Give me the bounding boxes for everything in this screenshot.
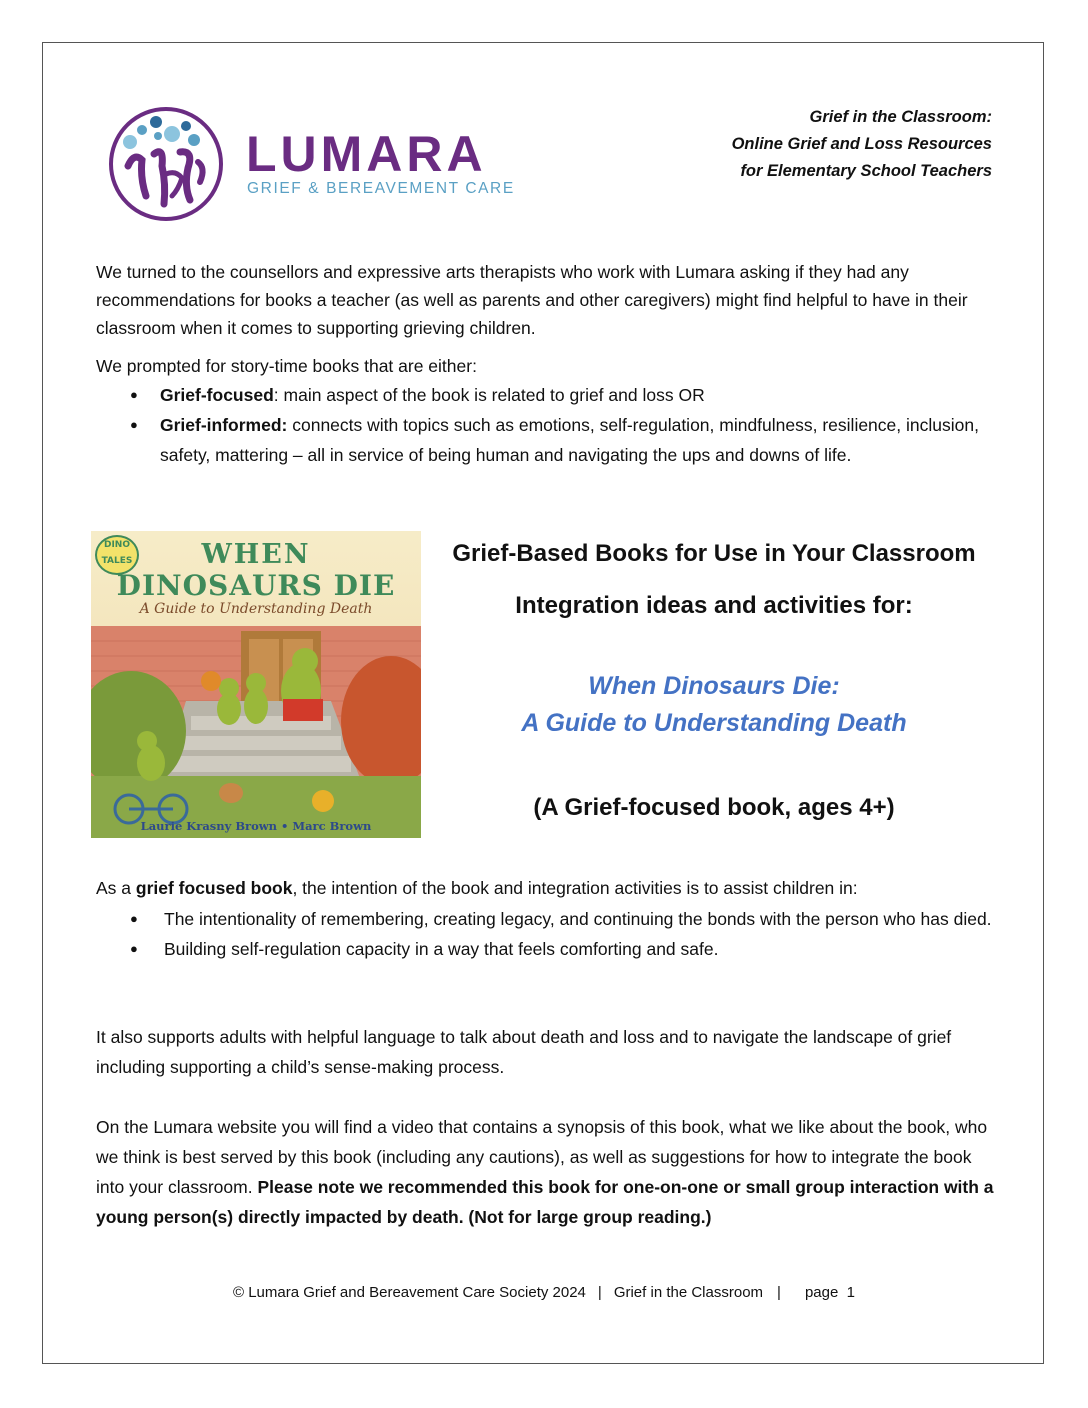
badge-line-1: DINO: [103, 540, 130, 550]
footer-page-number: page 1: [804, 1284, 855, 1301]
bullet-term: Grief-focused: [160, 385, 274, 405]
logo-tagline: GRIEF & BEREAVEMENT CARE: [247, 180, 515, 197]
logo-wordmark: LUMARA: [246, 126, 487, 182]
list-item: [96, 410, 996, 470]
cover-authors: Laurie Krasny Brown • Marc Brown: [140, 819, 372, 833]
website-text: On the Lumara website you will find a video that contains a synopsis of this book, what we like about the book, who we think is best served by this book (including any cautions), as well as suggestions for how to integrate the book into your classroom.: [96, 1117, 988, 1197]
header-line-1: Grief in the Classroom:: [809, 108, 992, 126]
footer-copyright: © Lumara Grief and Bereavement Care Society 2024: [233, 1284, 586, 1301]
intro-prompt: We prompted for story-time books that are either:: [96, 356, 477, 376]
bullet-text: connects with topics such as emotions, self-regulation, mindfulness, resilience, inclusion, safety, mattering – all in service of being human and navigating the ups and downs of life.: [160, 415, 979, 465]
cover-title-line-1: WHEN: [201, 539, 311, 570]
header-line-2: Online Grief and Loss Resources: [731, 135, 992, 153]
support-paragraph: It also supports adults with helpful language to talk about death and loss and to navigate the landscape of grief including supporting a child’s sense-making process.: [96, 1027, 952, 1077]
section-heading: Grief-Based Books for Use in Your Classroom: [452, 540, 976, 567]
website-section: [96, 1112, 996, 1232]
page-footer: [0, 1284, 1088, 1301]
intro-paragraph: We turned to the counsellors and expressive arts therapists who work with Lumara asking if they had any recommendations for books a teacher (as well as parents and other caregivers) might find helpful to have in their classroom when it comes to supporting grieving children.: [96, 262, 968, 338]
list-item: ● The intentionality of remembering, creating legacy, and continuing the bonds with the person who has died.: [96, 904, 996, 934]
book-title-line-2: A Guide to Understanding Death: [521, 709, 907, 737]
purpose-section: [96, 874, 996, 964]
intro-section: [96, 258, 996, 470]
cover-title-line-2: DINOSAURS DIE: [116, 569, 396, 602]
website-note: Please note we recommended this book for one-on-one or small group interaction with a young person(s) directly impacted by death. (Not for large group reading.): [96, 1177, 994, 1227]
book-type-label: (A Grief-focused book, ages 4+): [533, 794, 895, 821]
footer-separator: |: [777, 1284, 781, 1301]
purpose-lead: [96, 874, 996, 902]
book-title-line-1: When Dinosaurs Die:: [588, 672, 840, 700]
list-item: [96, 380, 996, 410]
book-title: [440, 668, 988, 742]
lumara-emblem-icon: [106, 104, 228, 226]
list-item: ● Building self-regulation capacity in a way that feels comforting and safe.: [96, 934, 996, 964]
book-cover-image: [91, 531, 421, 838]
purpose-lead-post: , the intention of the book and integration activities is to assist children in:: [292, 878, 858, 898]
lumara-logo: [106, 104, 515, 226]
purpose-lead-bold: grief focused book: [135, 878, 293, 898]
cover-subtitle: A Guide to Understanding Death: [139, 601, 373, 617]
bullet-term: Grief-informed:: [160, 415, 288, 435]
book-type-list: [96, 380, 996, 470]
section-subheading: Integration ideas and activities for:: [515, 592, 913, 619]
purpose-list: [96, 904, 996, 964]
purpose-lead-pre: As a: [96, 878, 136, 898]
document-header: [732, 104, 992, 185]
badge-line-2: TALES: [101, 556, 133, 566]
header-line-3: for Elementary School Teachers: [740, 162, 992, 180]
footer-separator: |: [597, 1284, 602, 1301]
footer-document-title: Grief in the Classroom: [613, 1284, 764, 1301]
bullet-text: : main aspect of the book is related to grief and loss OR: [273, 385, 705, 405]
